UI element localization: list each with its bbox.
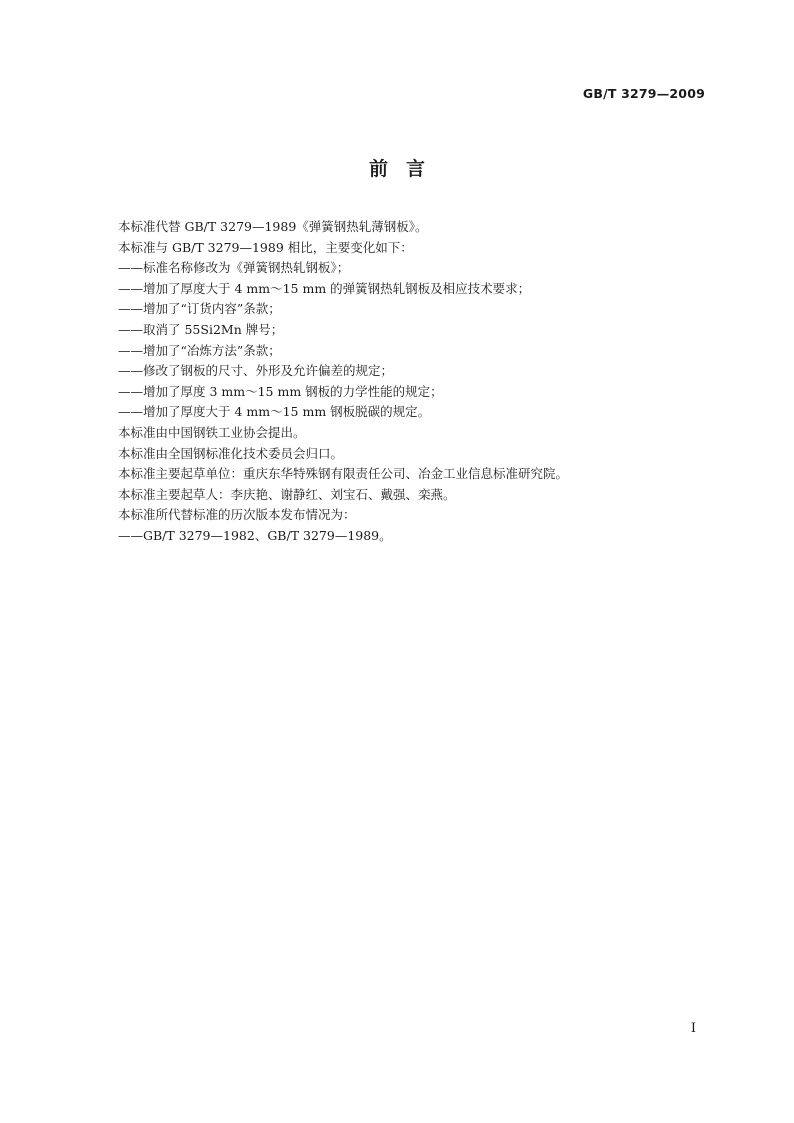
- paragraph: 本标准由全国钢标准化技术委员会归口。: [118, 445, 344, 461]
- paragraph: 本标准代替 GB/T 3279—1989《弹簧钢热轧薄钢板》。: [118, 219, 428, 234]
- list-item: ——GB/T 3279—1982、GB/T 3279—1989。: [118, 527, 392, 543]
- page-title: 前言: [368, 158, 443, 180]
- list-item: ——增加了厚度大于 4 mm～15 mm 钢板脱碳的规定。: [118, 404, 431, 420]
- list-item: ——增加了厚度大于 4 mm～15 mm 的弹簧钢热轧钢板及相应技术要求；: [118, 280, 531, 296]
- list-item: ——增加了“订货内容”条款；: [118, 301, 281, 317]
- paragraph: 本标准所代替标准的历次版本发布情况为：: [118, 507, 356, 523]
- paragraph: 本标准与 GB/T 3279—1989 相比，主要变化如下：: [118, 239, 413, 255]
- list-item: ——增加了“冶炼方法”条款；: [118, 342, 281, 358]
- list-item: ——修改了钢板的尺寸、外形及允许偏差的规定；: [118, 363, 394, 379]
- list-item: ——标准名称修改为《弹簧钢热轧钢板》；: [118, 260, 350, 276]
- page-number: I: [690, 1021, 696, 1036]
- paragraph: 本标准由中国钢铁工业协会提出。: [118, 424, 306, 440]
- paragraph: 本标准主要起草人：李庆艳、谢静红、刘宝石、戴强、栾燕。: [118, 486, 456, 502]
- paragraph: 本标准主要起草单位：重庆东华特殊钢有限责任公司、冶金工业信息标准研究院。: [118, 466, 569, 482]
- list-item: ——取消了 55Si2Mn 牌号；: [118, 321, 284, 337]
- list-item: ——增加了厚度 3 mm～15 mm 钢板的力学性能的规定；: [118, 383, 443, 399]
- foreword-body: [118, 217, 718, 547]
- standard-number: GB/T 3279—2009: [582, 86, 705, 101]
